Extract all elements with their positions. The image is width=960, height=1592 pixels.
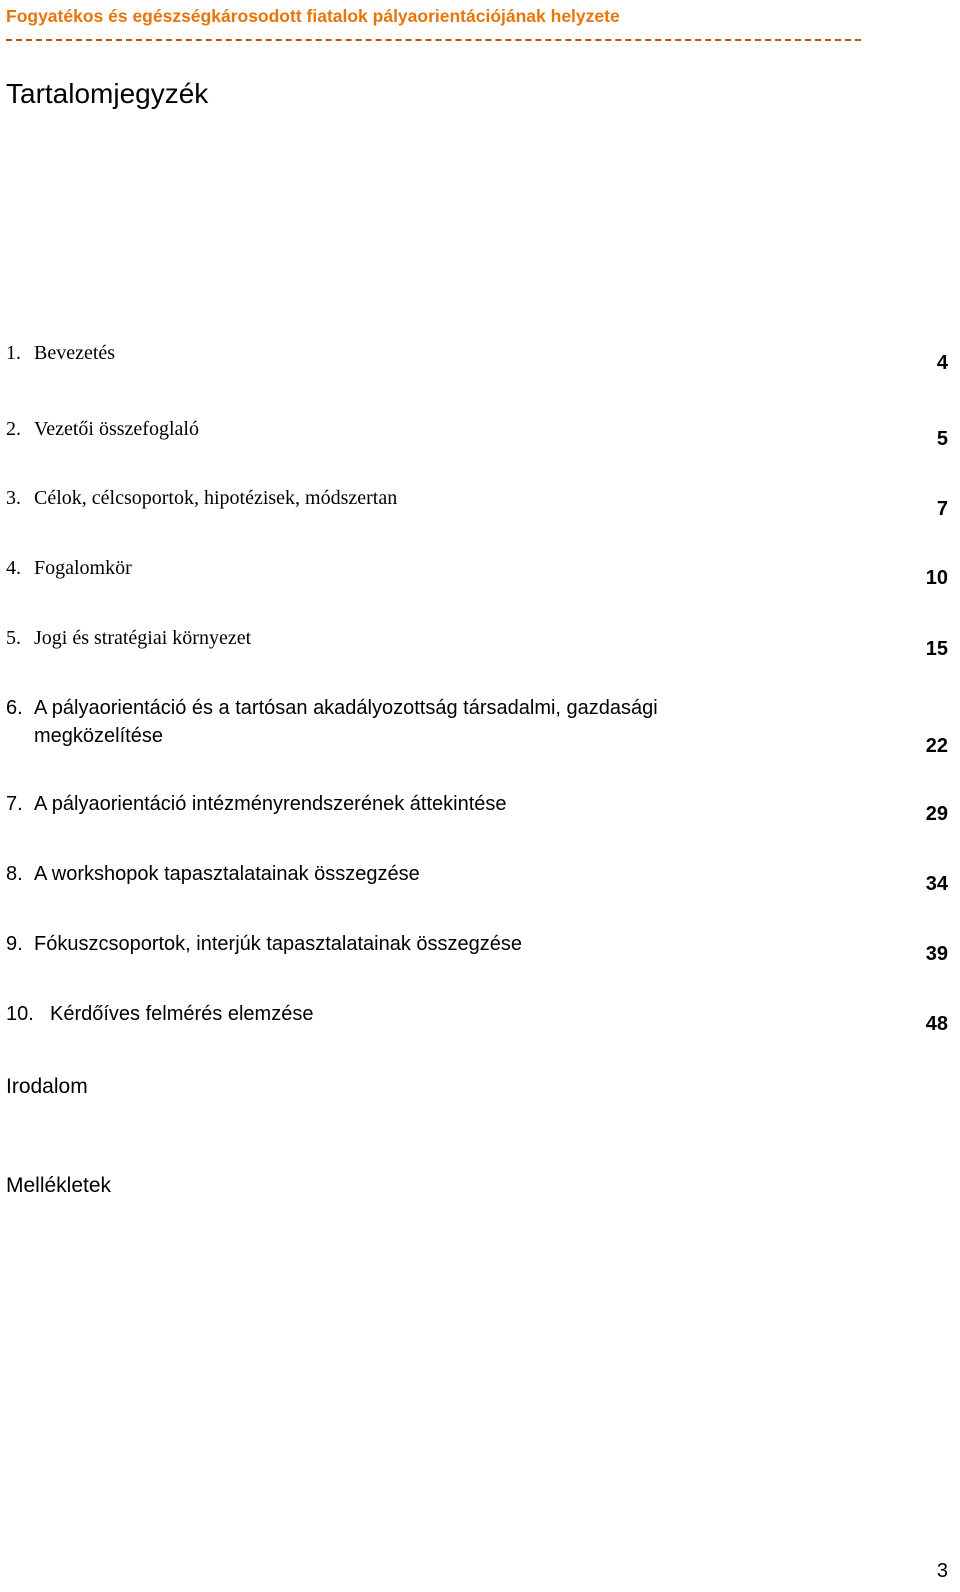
toc-entry-2[interactable] — [6, 418, 199, 441]
toc-entry-text: A pályaorientáció intézményrendszerének áttekintése — [34, 793, 507, 815]
toc-entry-text: A workshopok tapasztalatainak összegzése — [34, 863, 420, 885]
running-header-title: Fogyatékos és egészségkárosodott fiatalok pályaorientációjának helyzete — [6, 6, 620, 26]
toc-entry-text: Jogi és stratégiai környezet — [34, 627, 252, 649]
toc-entry-text: Kérdőíves felmérés elemzése — [50, 1003, 314, 1025]
toc-mellekletek[interactable]: Mellékletek — [6, 1174, 112, 1197]
toc-entry-page: 22 — [925, 735, 948, 757]
toc-entry-8[interactable] — [6, 863, 420, 886]
toc-entry-text: A pályaorientáció és a tartósan akadályozottság társadalmi, gazdasági — [34, 697, 658, 719]
toc-entry-page: 10 — [925, 567, 948, 589]
toc-entry-text-continued: megközelítése — [34, 725, 163, 747]
toc-entry-5[interactable] — [6, 627, 251, 650]
toc-entry-number: 8. — [6, 863, 23, 885]
toc-entry-number: 9. — [6, 933, 23, 955]
toc-entry-9[interactable] — [6, 933, 522, 956]
toc-entry-number: 6. — [6, 697, 23, 719]
toc-entry-page: 4 — [936, 352, 948, 374]
toc-entry-text: Fogalomkör — [34, 557, 132, 579]
toc-entry-page: 7 — [936, 498, 948, 520]
toc-entry-page: 5 — [936, 428, 948, 450]
page-number: 3 — [936, 1560, 948, 1582]
toc-entry-page: 15 — [925, 638, 948, 660]
toc-entry-number: 2. — [6, 418, 21, 440]
toc-entry-3[interactable] — [6, 487, 397, 510]
toc-entry-text: Fókuszcsoportok, interjúk tapasztalatainak összegzése — [34, 933, 523, 955]
toc-entry-page: 39 — [925, 943, 948, 965]
toc-entry-page: 48 — [925, 1013, 948, 1035]
toc-entry-number: 3. — [6, 487, 21, 509]
toc-entry-number: 5. — [6, 627, 21, 649]
toc-entry-text: Célok, célcsoportok, hipotézisek, módszertan — [34, 487, 398, 509]
toc-entry-10[interactable] — [6, 1003, 313, 1026]
toc-entry-number: 1. — [6, 342, 21, 364]
toc-entry-number: 4. — [6, 557, 21, 579]
toc-entry-page: 34 — [925, 873, 948, 895]
toc-entry-number: 7. — [6, 793, 23, 815]
toc-entry-7[interactable] — [6, 793, 507, 816]
toc-entry-text: Bevezetés — [34, 342, 116, 364]
toc-entry-1[interactable] — [6, 342, 115, 365]
toc-entry-text: Vezetői összefoglaló — [34, 418, 199, 440]
toc-entry-6[interactable] — [6, 697, 658, 748]
header-divider — [6, 39, 861, 41]
toc-entry-page: 29 — [925, 803, 948, 825]
toc-irodalom[interactable]: Irodalom — [6, 1075, 88, 1098]
toc-entry-number: 10. — [6, 1003, 34, 1025]
toc-entry-4[interactable] — [6, 557, 132, 580]
toc-title: Tartalomjegyzék — [6, 78, 209, 109]
